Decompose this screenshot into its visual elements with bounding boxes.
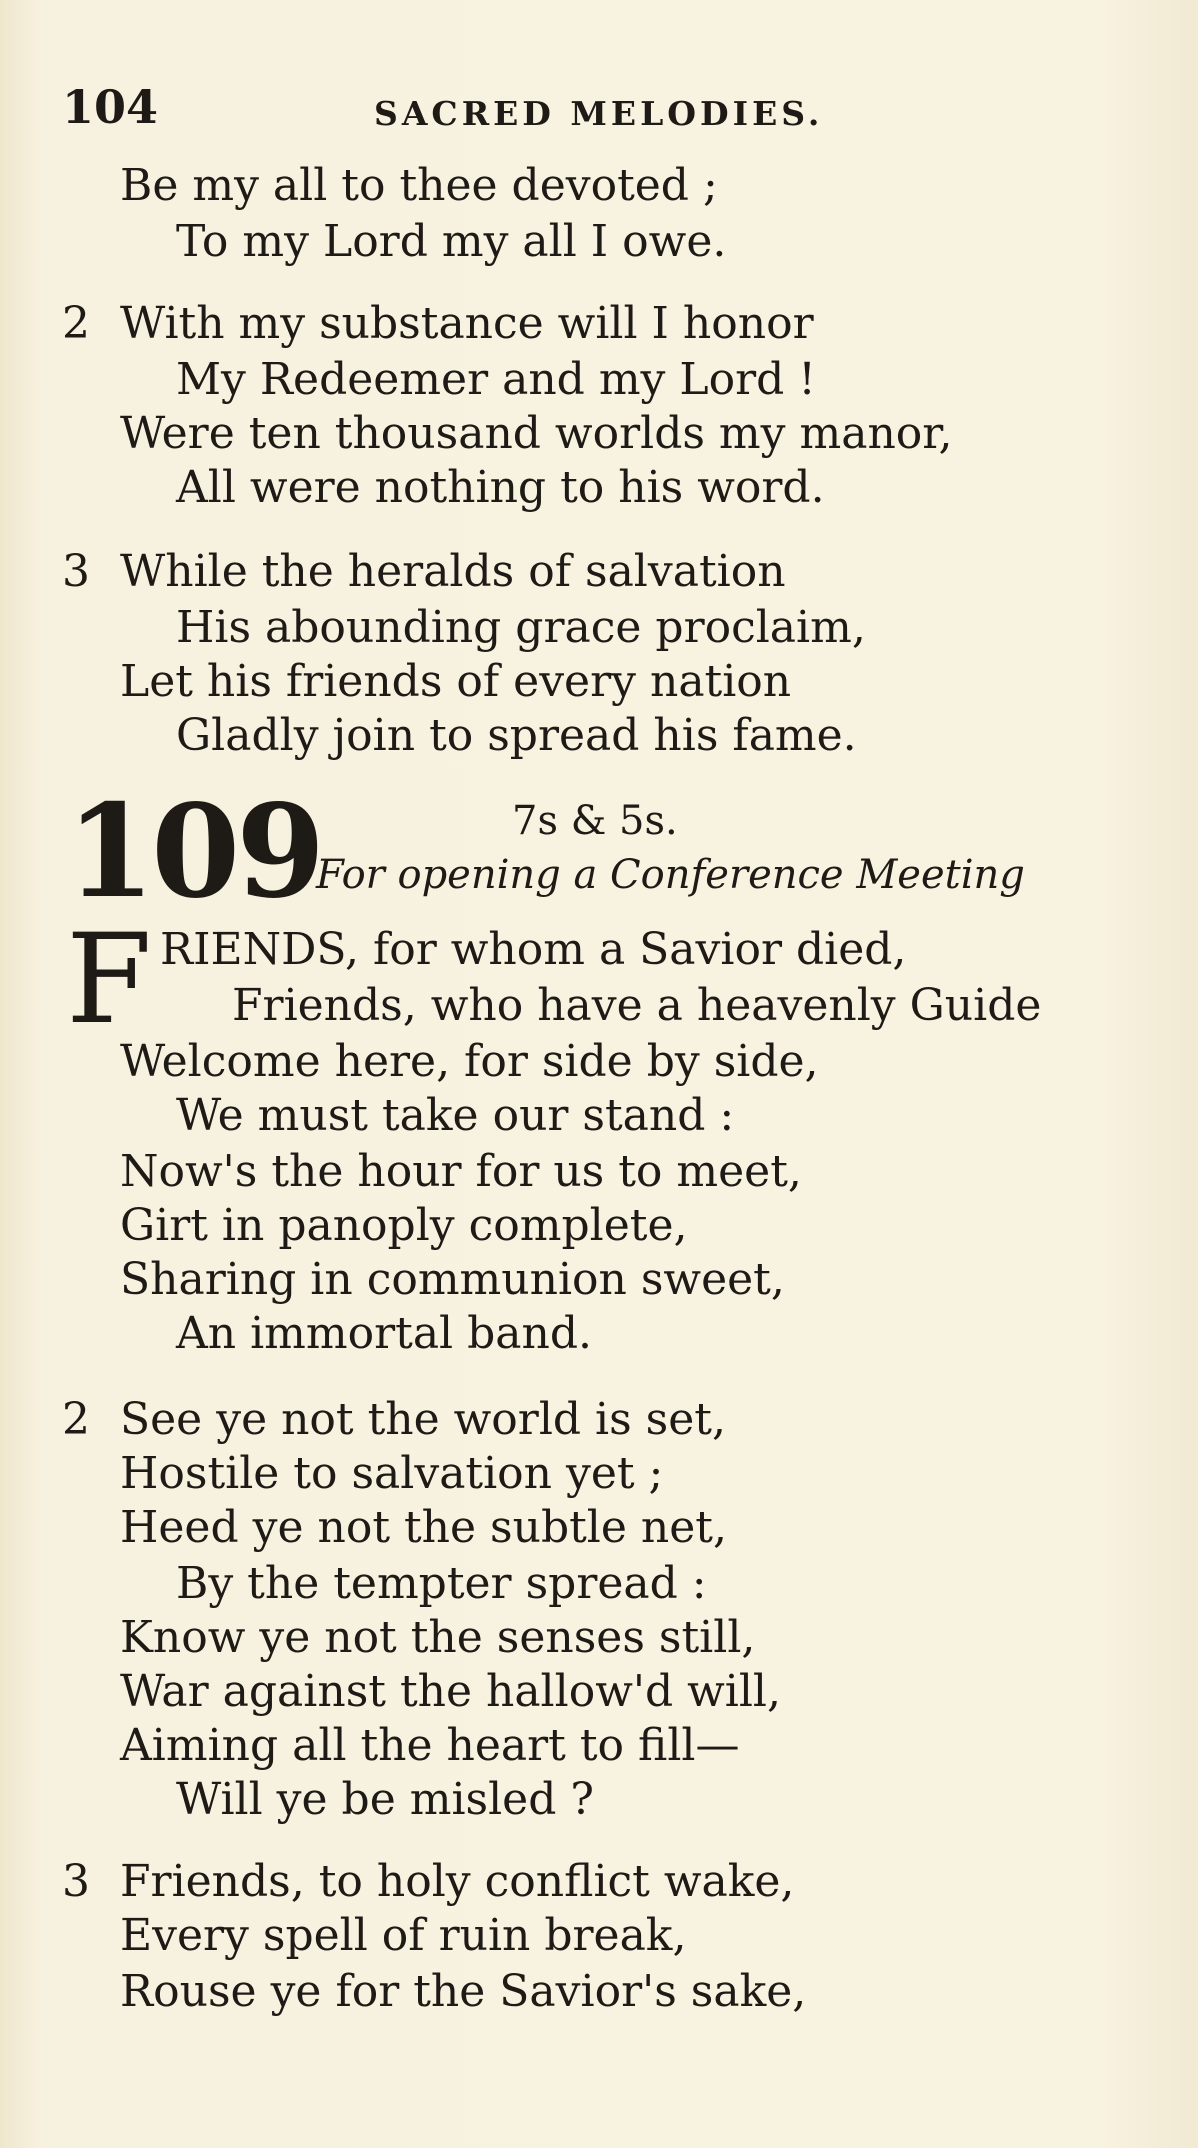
hymn-occasion: For opening a Conference Meeting	[316, 852, 1025, 898]
verse-line: War against the hallow'd will,	[120, 1666, 781, 1717]
verse-line: My Redeemer and my Lord !	[176, 354, 816, 405]
verse-line: Friends, who have a heavenly Guide	[232, 980, 1042, 1031]
verse-line: Gladly join to spread his fame.	[176, 710, 857, 761]
verse-line: Welcome here, for side by side,	[120, 1036, 819, 1087]
verse-line: Be my all to thee devoted ;	[120, 160, 718, 211]
drop-cap: F	[66, 908, 153, 1052]
running-title: SACRED MELODIES.	[374, 94, 824, 133]
stanza-number: 2	[62, 298, 90, 349]
stanza-number: 2	[62, 1394, 90, 1445]
hymn-number: 109	[66, 777, 322, 927]
verse-line: We must take our stand :	[176, 1090, 735, 1141]
verse-line: To my Lord my all I owe.	[176, 216, 727, 267]
verse-line: RIENDS, for whom a Savior died,	[160, 924, 907, 975]
verse-line: Rouse ye for the Savior's sake,	[120, 1966, 807, 2017]
verse-line: Let his friends of every nation	[120, 656, 792, 707]
verse-line: See ye not the world is set,	[120, 1394, 726, 1445]
hymn-meter: 7s & 5s.	[512, 798, 678, 844]
verse-line: Now's the hour for us to meet,	[120, 1146, 802, 1197]
verse-line: His abounding grace proclaim,	[176, 602, 866, 653]
verse-line: Will ye be misled ?	[176, 1774, 594, 1825]
verse-line: Hostile to salvation yet ;	[120, 1448, 664, 1499]
verse-line: An immortal band.	[176, 1308, 593, 1359]
verse-line: Know ye not the senses still,	[120, 1612, 756, 1663]
verse-line: By the tempter spread :	[176, 1558, 707, 1609]
stanza-number: 3	[62, 1856, 90, 1907]
verse-line: With my substance will I honor	[120, 298, 814, 349]
verse-line: Sharing in communion sweet,	[120, 1254, 785, 1305]
page-number: 104	[62, 80, 159, 134]
verse-line: Heed ye not the subtle net,	[120, 1502, 727, 1553]
stanza-number: 3	[62, 546, 90, 597]
page-header	[62, 80, 1142, 140]
verse-line: All were nothing to his word.	[176, 462, 825, 513]
verse-line: Friends, to holy conflict wake,	[120, 1856, 795, 1907]
verse-line: Aiming all the heart to fill—	[120, 1720, 740, 1771]
verse-line: Every spell of ruin break,	[120, 1910, 687, 1961]
verse-line: While the heralds of salvation	[120, 546, 786, 597]
verse-line: Girt in panoply complete,	[120, 1200, 688, 1251]
verse-line: Were ten thousand worlds my manor,	[120, 408, 953, 459]
